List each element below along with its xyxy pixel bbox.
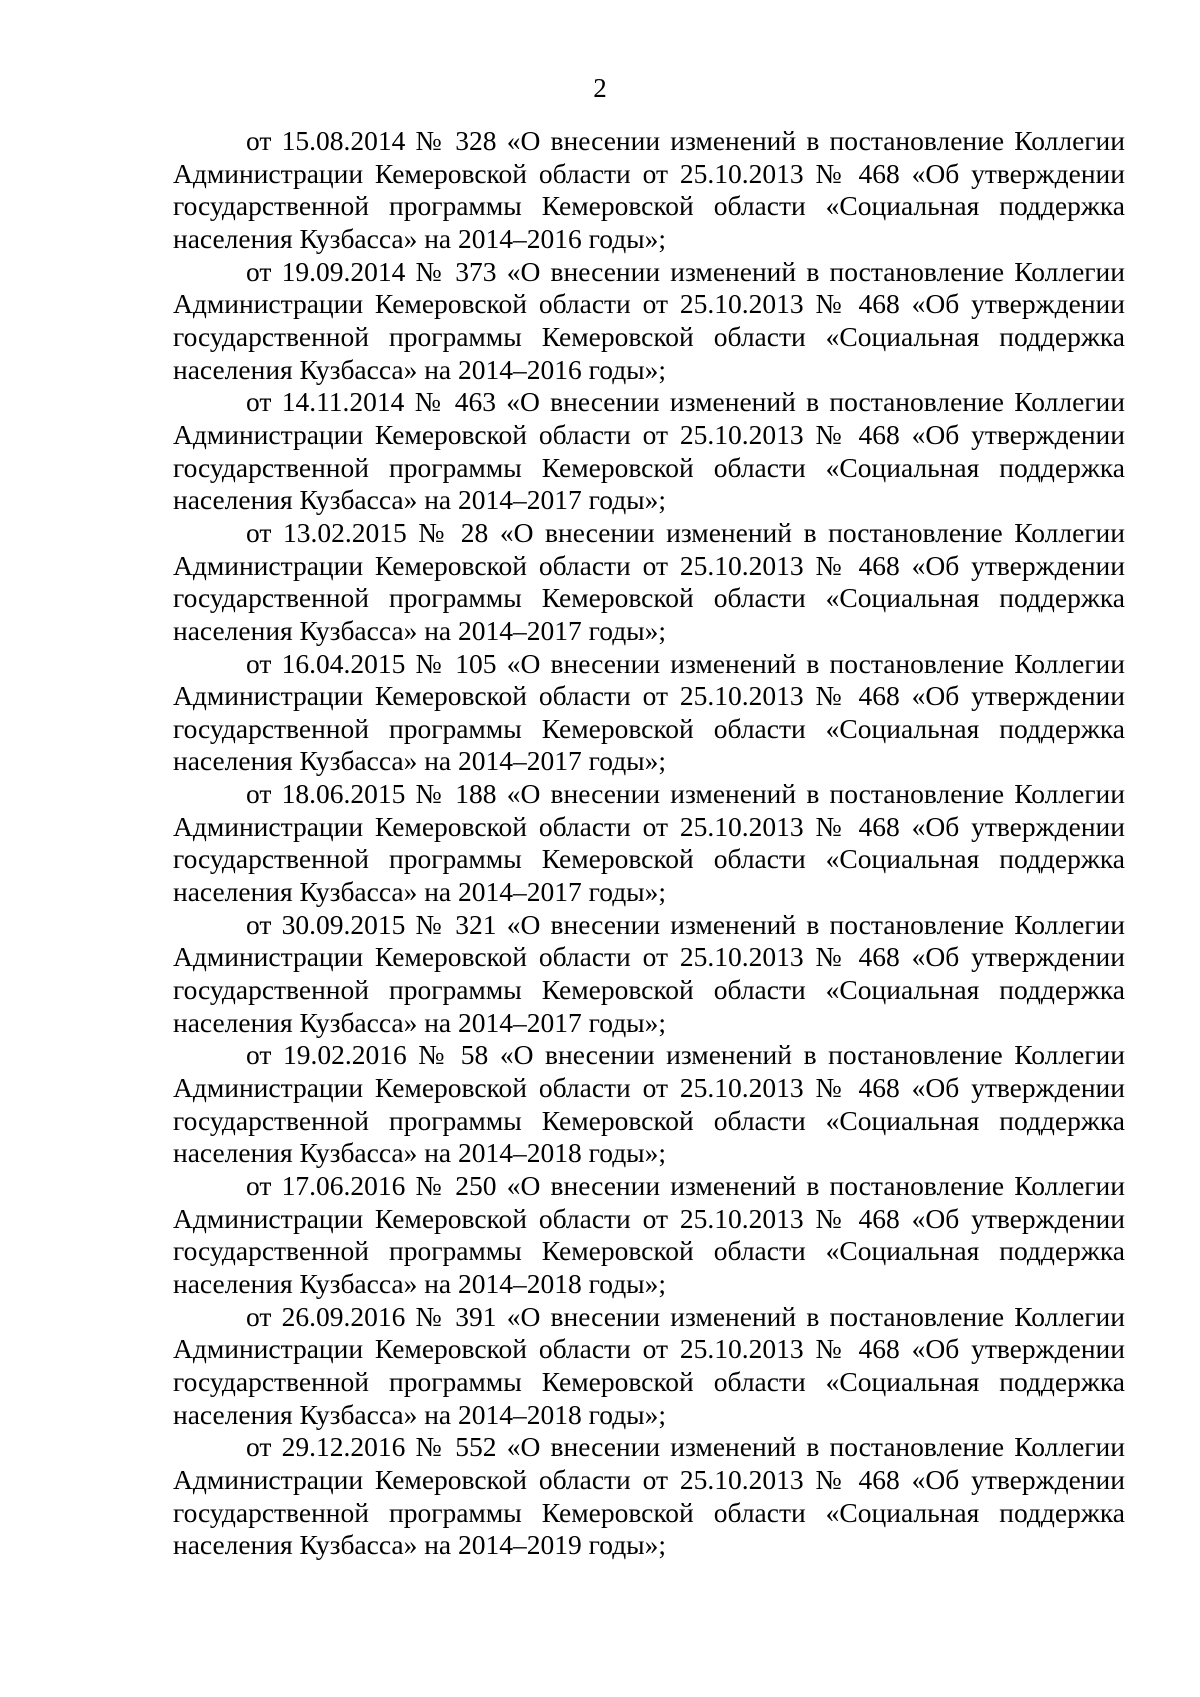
amendment-item: от 29.12.2016 № 552 «О внесении изменений в постановление Коллегии Администрации Кемеровской области от 25.10.2013 № 468 «Об утверждении государственной программы Кемеровской области «Социальная поддержка населения Кузбасса» на 2014–2019 годы»;: [173, 1431, 1125, 1561]
amendment-item: от 14.11.2014 № 463 «О внесении изменений в постановление Коллегии Администрации Кемеровской области от 25.10.2013 № 468 «Об утверждении государственной программы Кемеровской области «Социальная поддержка населения Кузбасса» на 2014–2017 годы»;: [173, 386, 1125, 516]
amendment-item: от 30.09.2015 № 321 «О внесении изменений в постановление Коллегии Администрации Кемеровской области от 25.10.2013 № 468 «Об утверждении государственной программы Кемеровской области «Социальная поддержка населения Кузбасса» на 2014–2017 годы»;: [173, 908, 1125, 1038]
amendment-item: от 26.09.2016 № 391 «О внесении изменений в постановление Коллегии Администрации Кемеровской области от 25.10.2013 № 468 «Об утверждении государственной программы Кемеровской области «Социальная поддержка населения Кузбасса» на 2014–2018 годы»;: [173, 1300, 1125, 1430]
document-body: [173, 125, 1125, 1562]
amendment-item: от 17.06.2016 № 250 «О внесении изменений в постановление Коллегии Администрации Кемеровской области от 25.10.2013 № 468 «Об утверждении государственной программы Кемеровской области «Социальная поддержка населения Кузбасса» на 2014–2018 годы»;: [173, 1170, 1125, 1299]
amendment-item: от 13.02.2015 № 28 «О внесении изменений в постановление Коллегии Администрации Кемеровской области от 25.10.2013 № 468 «Об утверждении государственной программы Кемеровской области «Социальная поддержка населения Кузбасса» на 2014–2017 годы»;: [173, 516, 1125, 646]
amendment-item: от 19.02.2016 № 58 «О внесении изменений в постановление Коллегии Администрации Кемеровской области от 25.10.2013 № 468 «Об утверждении государственной программы Кемеровской области «Социальная поддержка населения Кузбасса» на 2014–2018 годы»;: [173, 1039, 1125, 1169]
amendment-item: от 19.09.2014 № 373 «О внесении изменений в постановление Коллегии Администрации Кемеровской области от 25.10.2013 № 468 «Об утверждении государственной программы Кемеровской области «Социальная поддержка населения Кузбасса» на 2014–2016 годы»;: [173, 255, 1125, 385]
amendment-item: от 18.06.2015 № 188 «О внесении изменений в постановление Коллегии Администрации Кемеровской области от 25.10.2013 № 468 «Об утверждении государственной программы Кемеровской области «Социальная поддержка населения Кузбасса» на 2014–2017 годы»;: [173, 778, 1125, 908]
amendment-item: от 15.08.2014 № 328 «О внесении изменений в постановление Коллегии Администрации Кемеровской области от 25.10.2013 № 468 «Об утверждении государственной программы Кемеровской области «Социальная поддержка населения Кузбасса» на 2014–2016 годы»;: [173, 125, 1125, 254]
amendment-item: от 16.04.2015 № 105 «О внесении изменений в постановление Коллегии Администрации Кемеровской области от 25.10.2013 № 468 «Об утверждении государственной программы Кемеровской области «Социальная поддержка населения Кузбасса» на 2014–2017 годы»;: [173, 647, 1125, 777]
page-number: 2: [593, 73, 607, 103]
